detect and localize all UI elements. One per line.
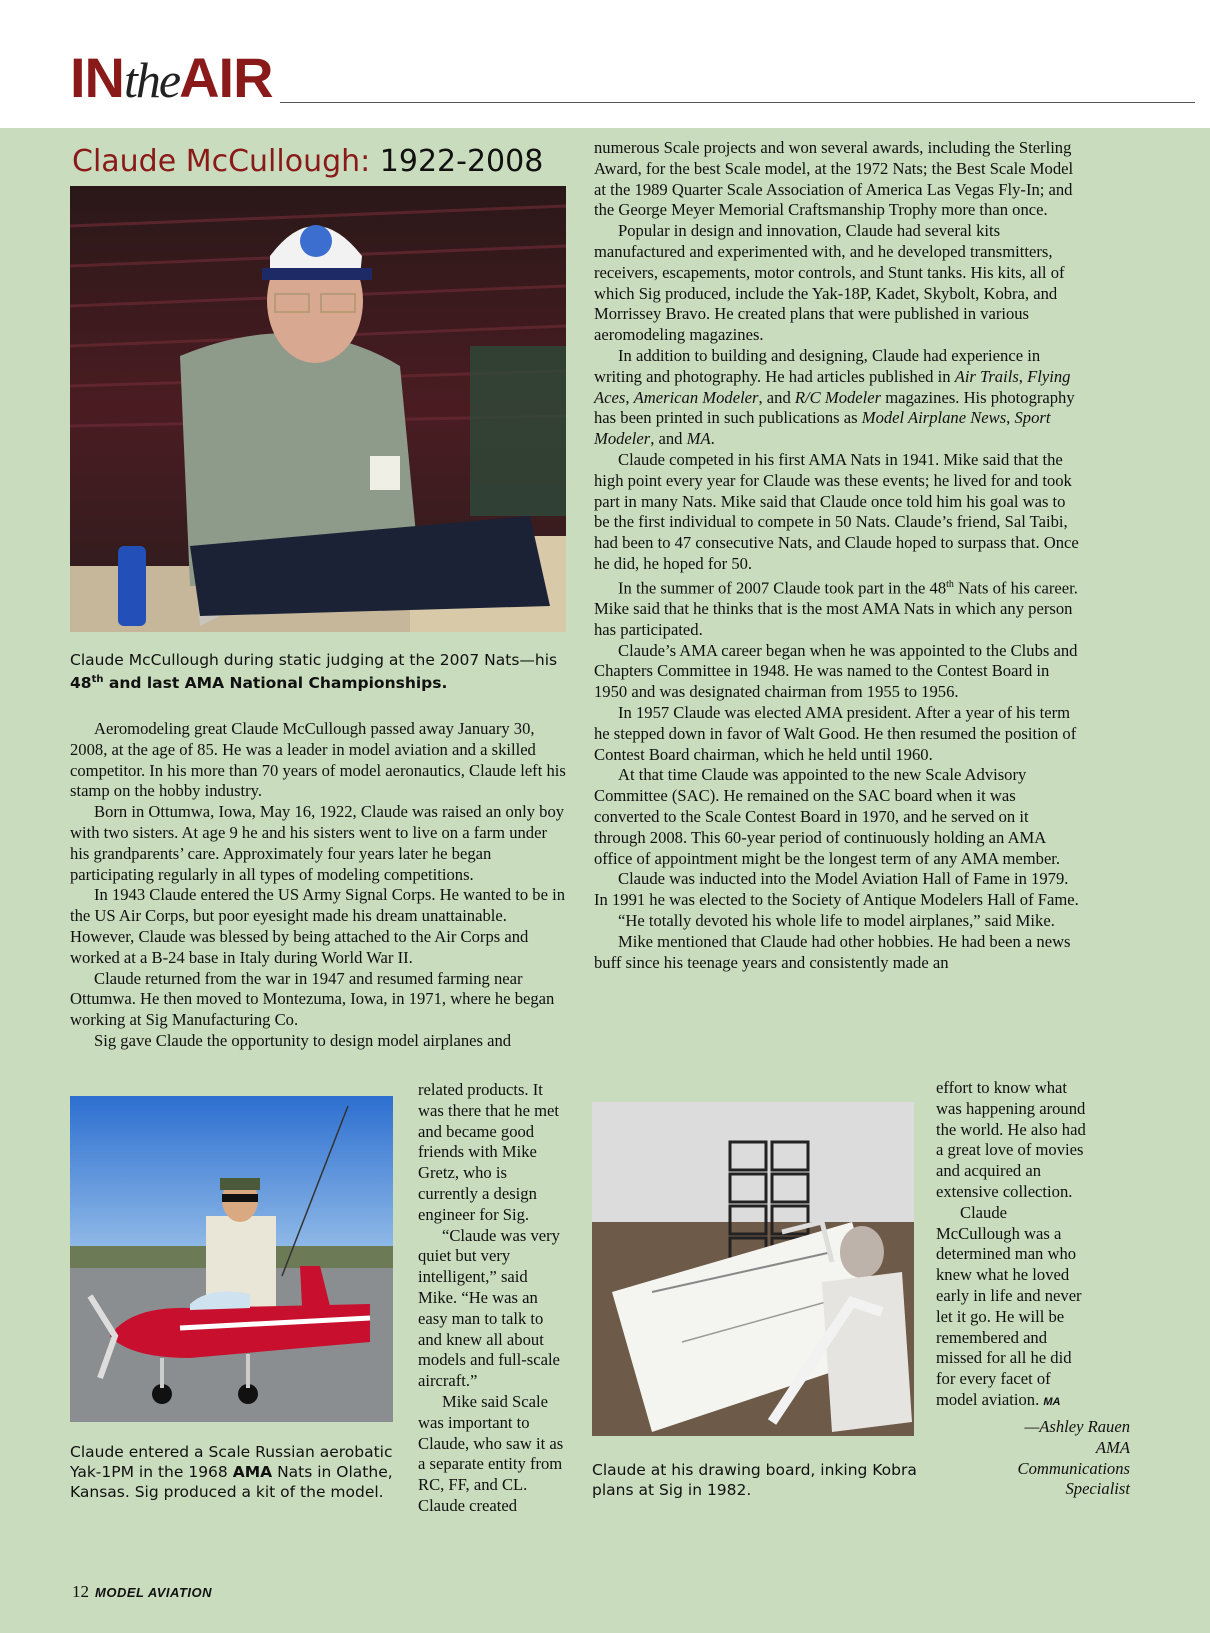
caption2-post: Nats in Olathe, Kansas. Sig produced a kit of the model. [70,1463,393,1501]
paragraph-publications: In addition to building and designing, Claude had experience in writing and photography. He had articles published in Air Trails, Flying Aces, American Modeler, and R/C Modeler magazines. His photography has been printed in such publications as Model Airplane News, Sport Modeler, and MA. [594,345,1075,449]
paragraph: Claude was inducted into the Model Aviation Hall of Fame in 1979. In 1991 he was elected to the Society of Antique Modelers Hall of Fame. [594,869,1079,910]
paragraph: Claude competed in his first AMA Nats in 1941. Mike said that the high point every year for Claude was these events; he lived for and took part in many Nats. Mike said that Claude once told him his goal was to be the first individual to compete in 50 Nats. Claude’s friend, Sal Taibi, had been to 47 consecutive Nats, and Claude hoped to surpass that. Once he did, he hoped for 50. [594,449,1079,573]
header-rule [280,102,1195,103]
column2-text [594,138,1082,973]
paragraph: In the summer of 2007 Claude took part in the 48th Nats of his career. Mike said that he thinks that is the most AMA Nats in which any person has participated. [594,578,1078,639]
logo-the: the [124,52,180,108]
paragraph: Born in Ottumwa, Iowa, May 16, 1922, Claude was raised an only boy with two sisters. At age 9 he and his sisters went to live on a farm under his grandparents’ care. Approximately four years later he began participating regularly in all types of modeling competitions. [70,802,565,884]
paragraph: Mike said Scale was important to Claude, who saw it as a separate entity from RC, FF, and CL. Claude created [418,1391,564,1515]
caption2-bold: AMA [232,1463,273,1481]
page-number: 12 [72,1582,89,1601]
page-folio [72,1582,212,1602]
paragraph: Sig gave Claude the opportunity to design model airplanes and [94,1030,512,1050]
paragraph: In 1943 Claude entered the US Army Signal Corps. He wanted to be in the US Air Corps, but poor eyesight made his dream unattainable. However, Claude was blessed by being attached to the Air Corps and worked at a B-24 base in Italy during World War II. [70,885,565,967]
author-signature [985,1417,1130,1500]
logo-air: AIR [179,46,273,109]
author-role: AMA Communications Specialist [1017,1437,1130,1499]
paragraph: In 1957 Claude was elected AMA president. After a year of his term he stepped down in favor of Walt Good. He then resumed the position of Contest Board chairman, which he held until 1960. [594,703,1077,764]
caption1-sup: th [91,674,104,685]
title-years: 1922-2008 [379,144,544,179]
caption1-mid: and last [103,674,185,693]
caption1-post: National Championships. [224,674,448,693]
paragraph: At that time Claude was appointed to the new Scale Advisory Committee (SAC). He remained on the SAC board when it was converted to the Scale Contest Board in 1970, and he served on it through 2008. This 60-year period of continuously holding an AMA office of appointment might be the longest term of any AMA member. [594,765,1061,868]
magazine-name: MODEL AVIATION [95,1585,213,1600]
caption-photo2 [70,1442,400,1502]
caption1-num: 48 [70,674,92,693]
paragraph: related products. It was there that he met and became good friends with Mike Gretz, who is currently a design engineer for Sig. [418,1080,559,1224]
caption2-text: Claude entered a Scale Russian aerobatic Yak-1PM in the 1968 [70,1443,393,1481]
column1-text [70,719,567,1052]
paragraph: Claude’s AMA career began when he was appointed to the Clubs and Chapters Committee in 1948. He was named to the Contest Board in 1950 and was designated chairman from 1955 to 1956. [594,640,1078,702]
photo-drawing-board [592,1102,914,1436]
title-name: Claude McCullough: [72,144,380,179]
section-header [0,0,1210,128]
paragraph: “Claude was very quiet but very intelligent,” said Mike. “He was an easy man to talk to and knew all about models and full-scale aircraft.” [418,1225,560,1391]
caption1-bold: AMA [184,674,225,693]
logo-in: IN [70,46,124,109]
paragraph: effort to know what was happening around the world. He also had a great love of movies and acquired an extensive collection. [936,1078,1086,1201]
section-logo [70,46,273,109]
paragraph: Claude McCullough was a determined man who knew what he loved early in life and never let it go. He will be remembered and missed for all he did for every facet of model aviation. MA [936,1202,1082,1409]
caption-photo3: Claude at his drawing board, inking Kobra plans at Sig in 1982. [592,1461,917,1499]
article-title [72,144,543,180]
paragraph: “He totally devoted his whole life to model airplanes,” said Mike. [618,911,1055,931]
caption1-text: Claude McCullough during static judging at the 2007 Nats—his [70,651,558,669]
paragraph: Popular in design and innovation, Claude had several kits manufactured and experimented with, and he developed transmitters, receivers, escapements, motor controls, and Stunt tanks. His kits, all of which Sig produced, include the Yak-18P, Kadet, Skybolt, Kobra, and Morrissey Bravo. He created plans that were published in various aeromodeling magazines. [594,221,1065,345]
photo-yak-model [70,1096,393,1422]
paragraph: numerous Scale projects and won several awards, including the Sterling Award, for the best Scale model, at the 1972 Nats; the Best Scale Model at the 1989 Quarter Scale Association of America Las Vegas Fly-In; and the George Meyer Memorial Craftsmanship Trophy more than once. [594,138,1074,220]
column2-narrow-text [936,1078,1091,1413]
caption-photo1 [70,650,570,693]
paragraph: Claude returned from the war in 1947 and resumed farming near Ottumwa. He then moved to Montezuma, Iowa, in 1971, where he began working at Sig Manufacturing Co. [70,968,555,1030]
photo-claude-portrait [70,186,566,632]
author-name: —Ashley Rauen [1024,1417,1130,1436]
paragraph: Aeromodeling great Claude McCullough passed away January 30, 2008, at the age of 85. He was a leader in model aviation and a skilled competitor. In his more than 70 years of model aeronautics, Claude left his stamp on the hobby industry. [70,719,566,801]
paragraph: Mike mentioned that Claude had other hobbies. He had been a news buff since his teenage years and consistently made an [594,931,1071,972]
column1-narrow-text [418,1080,568,1517]
end-mark: MA [1043,1395,1061,1408]
